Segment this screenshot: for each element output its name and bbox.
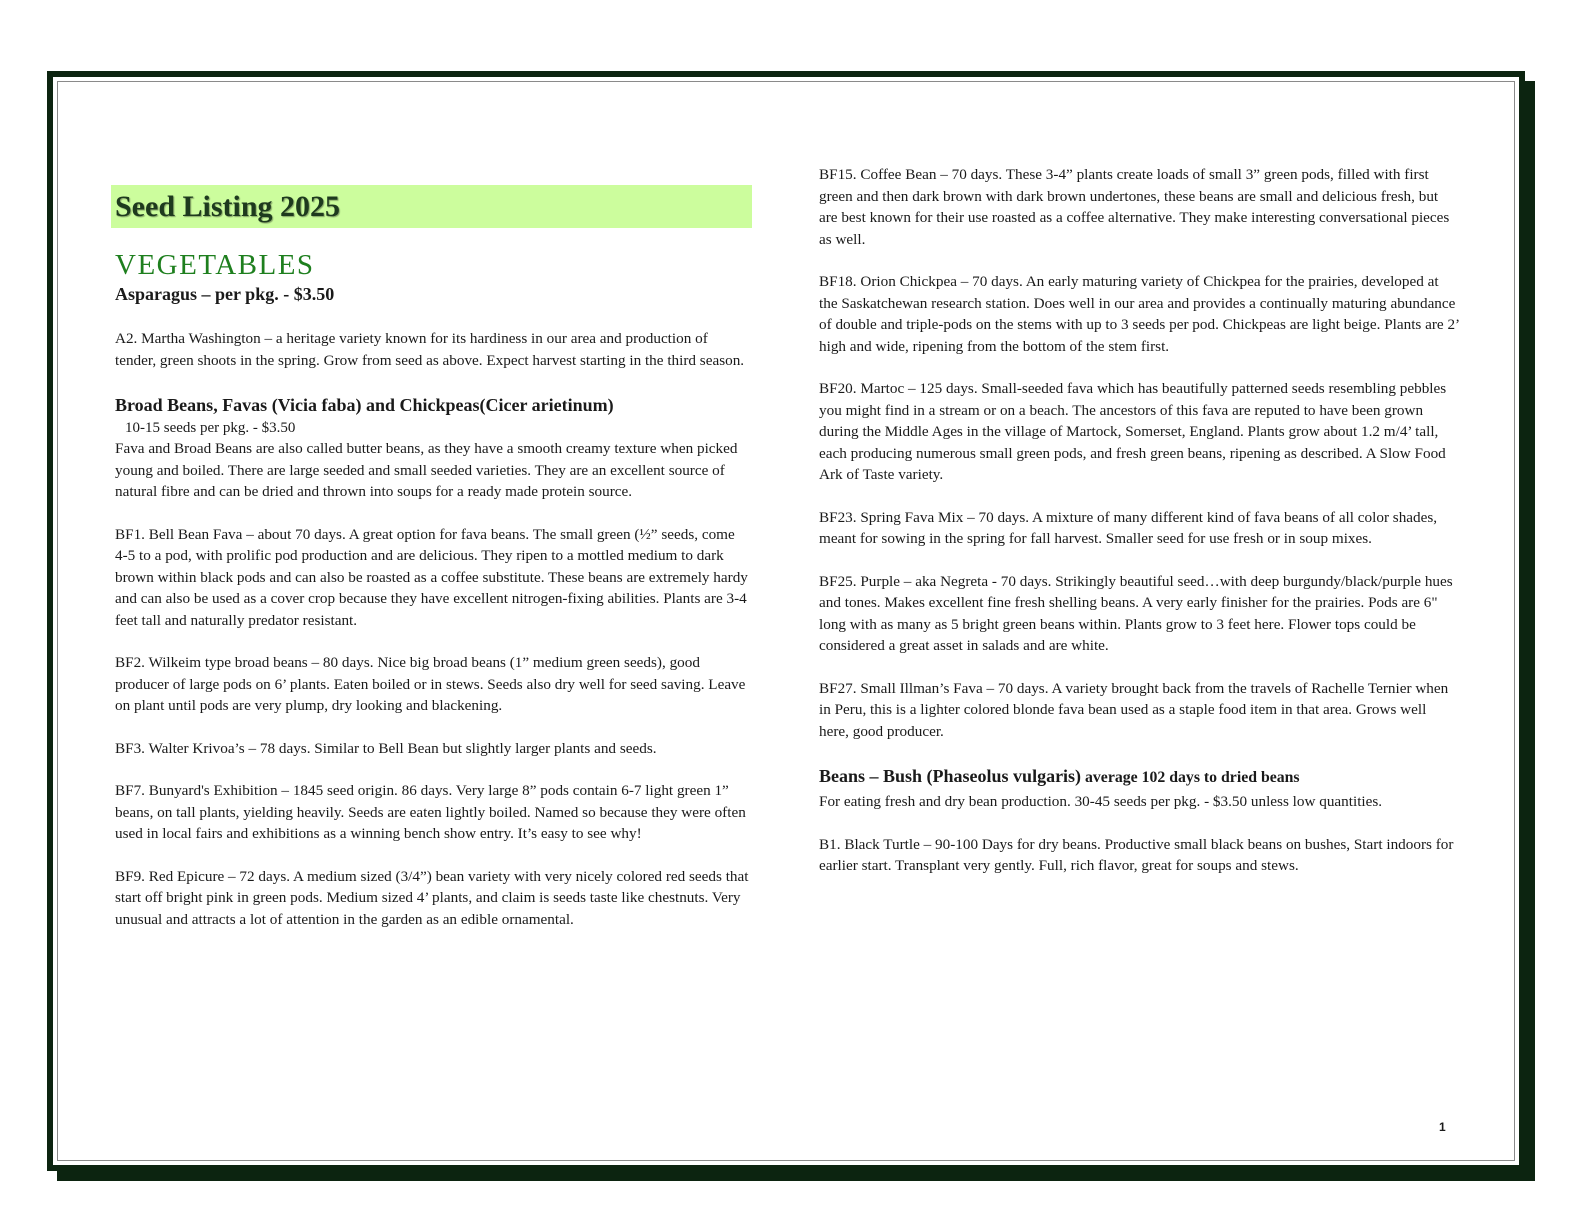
section-heading-vegetables — [115, 250, 751, 281]
spacer — [115, 631, 751, 652]
spacer — [819, 742, 1459, 763]
item-bf23: BF23. Spring Fava Mix – 70 days. A mixture of many different kind of fava beans of all color shades, meant for sowing in the spring for fall harvest. Smaller seed for use fresh or in soup mixes. — [819, 508, 1438, 547]
item-bf7: BF7. Bunyard's Exhibition – 1845 seed origin. 86 days. Very large 8” pods contain 6-7 light green 1” beans, on tall plants, yielding heavily. Seeds are eaten lightly boiled. Named so because they were often used in local fairs and exhibitions as a winning bench show entry. It’s easy to see why! — [115, 782, 746, 842]
page-title: Seed Listing 2025 — [115, 189, 341, 223]
bush-beans-intro: For eating fresh and dry bean production. 30-45 seeds per pkg. - $3.50 unless low quantities. — [819, 793, 1383, 810]
spacer — [819, 657, 1459, 678]
bush-beans-heading-extra: average 102 days to dried beans — [1081, 769, 1300, 786]
item-bf18: BF18. Orion Chickpea – 70 days. An early maturing variety of Chickpea for the prairies, developed at the Saskatchewan research station. Does well in our area and provides a continually maturing abundance of double and triple-pods on the stems with up to 3 seeds per pod. Chickpeas are light beige. Plants are 2’ high and wide, ripening from the bottom of the stem first. — [819, 273, 1459, 355]
spacer — [819, 486, 1459, 507]
bush-beans-heading-main: Beans – Bush (Phaseolus vulgaris) — [819, 766, 1082, 786]
right-column — [819, 164, 1459, 877]
spacer — [819, 357, 1459, 378]
left-column — [115, 185, 751, 930]
item-bf2: BF2. Wilkeim type broad beans – 80 days. Nice big broad beans (1” medium green seeds), good producer of large pods on 6’ plants. Eaten boiled or in stews. Seeds also dry well for seed saving. Leave on plant until pods are very plump, dry looking and blackening. — [115, 654, 746, 714]
broad-beans-price-note: 10-15 seeds per pkg. - $3.50 — [125, 420, 296, 436]
spacer — [115, 845, 751, 866]
broad-beans-heading: Broad Beans, Favas (Vicia faba) and Chickpeas(Cicer arietinum) — [115, 395, 614, 415]
spacer — [115, 307, 751, 328]
spacer — [819, 550, 1459, 571]
bush-beans-heading — [819, 763, 1459, 791]
item-bf27: BF27. Small Illman’s Fava – 70 days. A variety brought back from the travels of Rachelle Ternier when in Peru, this is a lighter colored blonde fava bean used as a staple food item in that area. Grows well here, good producer. — [819, 679, 1449, 740]
spacer — [115, 717, 751, 738]
spacer — [819, 250, 1459, 271]
asparagus-heading: Asparagus – per pkg. - $3.50 — [115, 284, 335, 304]
title-banner — [111, 185, 752, 228]
item-bf20: BF20. Martoc – 125 days. Small-seeded fava which has beautifully patterned seeds resembling pebbles you might find in a stream or on a beach. The ancestors of this fava are reputed to have been grown during the Middle Ages in the village of Martock, Somerset, England. Plants grow about 1.2 m/4’ tall, each producing numerous small green pods, and fresh green beans, ripening as described. A Slow Food Ark of Taste variety. — [819, 380, 1447, 483]
section-heading-text: VEGETABLES — [115, 249, 315, 281]
spacer — [115, 759, 751, 780]
item-b1: B1. Black Turtle – 90-100 Days for dry beans. Productive small black beans on bushes, Start indoors for earlier start. Transplant very gently. Full, rich flavor, great for soups and stews. — [819, 835, 1454, 874]
item-bf25: BF25. Purple – aka Negreta - 70 days. Strikingly beautiful seed…with deep burgundy/black/purple hues and tones. Makes excellent fine fresh shelling beans. A very early finisher for the prairies. Pods are 6" long with as many as 5 bright green beans within. Plants grow to 3 feet here. Flower tops could be considered a great asset in salads and are white. — [819, 572, 1453, 654]
spacer — [819, 813, 1459, 834]
item-bf9: BF9. Red Epicure – 72 days. A medium sized (3/4”) bean variety with very nicely colored red seeds that start off bright pink in green pods. Medium sized 4’ plants, and claim is seeds taste like chestnuts. Very unusual and attracts a lot of attention in the garden as an edible ornamental. — [115, 867, 749, 928]
spacer — [115, 503, 751, 524]
page-number: 1 — [1439, 1120, 1446, 1134]
broad-beans-intro: Fava and Broad Beans are also called butter beans, as they have a smooth creamy texture when picked young and boiled. There are large seeded and small seeded varieties. They are an excellent source of natural fibre and can be dried and thrown into soups for a ready made protein source. — [115, 440, 738, 500]
item-bf1: BF1. Bell Bean Fava – about 70 days. A great option for fava beans. The small green (½” seeds, come 4-5 to a pod, with prolific pod production and are delicious. They ripen to a mottled medium to dark brown within black pods and can also be roasted as a coffee substitute. These beans are extremely hardy and can also be used as a cover crop because they have excellent nitrogen-fixing abilities. Plants are 3-4 feet tall and naturally predator resistant. — [115, 525, 748, 629]
item-a2: A2. Martha Washington – a heritage variety known for its hardiness in our area and production of tender, green shoots in the spring. Grow from seed as above. Expect harvest starting in the third season. — [115, 330, 745, 369]
item-bf15: BF15. Coffee Bean – 70 days. These 3-4” plants create loads of small 3” green pods, filled with first green and then dark brown with dark brown undertones, these beans are small and delicious fresh, but are best known for their use roasted as a coffee alternative. They make interesting conversational pieces as well. — [819, 166, 1450, 248]
spacer — [115, 371, 751, 392]
item-bf3: BF3. Walter Krivoa’s – 78 days. Similar to Bell Bean but slightly larger plants and seeds. — [115, 739, 657, 757]
